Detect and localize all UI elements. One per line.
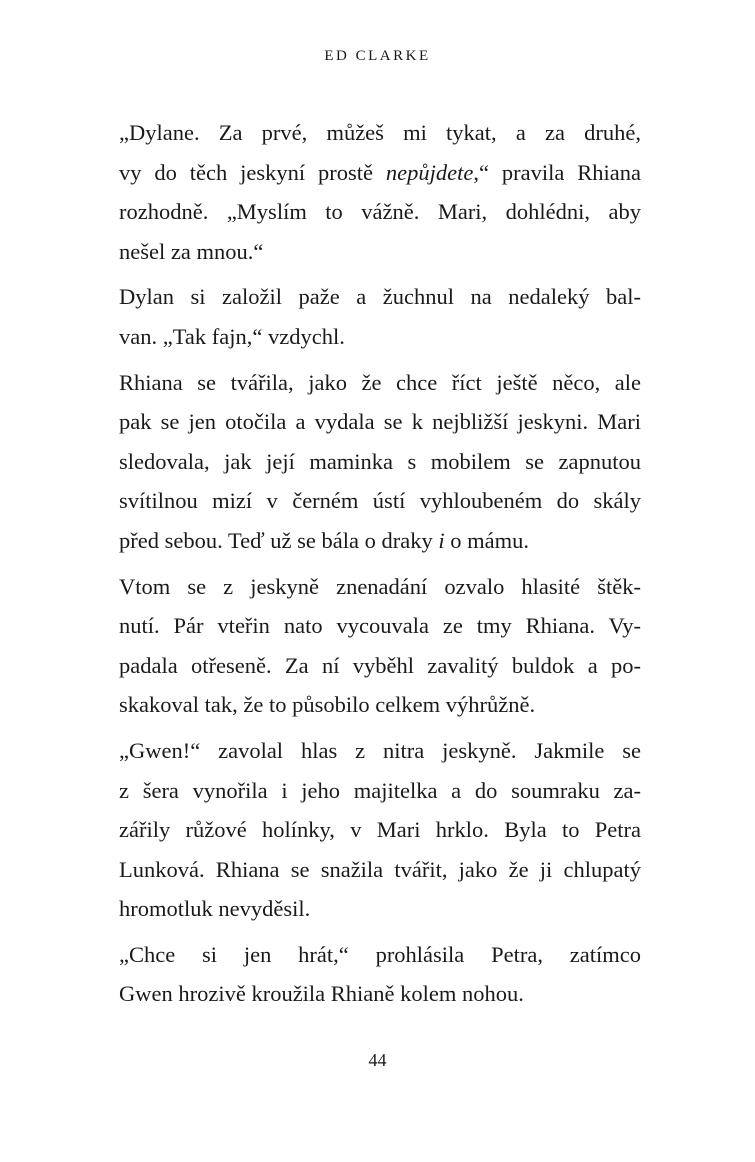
text-line: padala otřeseně. Za ní vyběhl zavalitý buldok a po- xyxy=(119,652,641,678)
paragraph xyxy=(91,277,641,356)
text-line: hromotluk nevyděsil. xyxy=(119,896,311,922)
paragraph xyxy=(91,935,641,1014)
text-line: z šera vynořila i jeho majitelka a do soumraku za- xyxy=(119,777,641,803)
text-line: „Dylane. Za prvé, můžeš mi tykat, a za druhé, xyxy=(119,120,641,145)
text-line: pak se jen otočila a vydala se k nejbližší jeskyni. Mari xyxy=(119,409,641,435)
paragraph xyxy=(91,731,641,929)
paragraph xyxy=(91,363,641,561)
running-head-author: ED CLARKE xyxy=(324,48,431,64)
text-line: Dylan si založil paže a žuchnul na nedaleký bal- xyxy=(119,284,641,310)
text-line: zářily růžové holínky, v Mari hrklo. Byla to Petra xyxy=(119,817,641,843)
text-line: Rhiana se tvářila, jako že chce říct ještě něco, ale xyxy=(119,369,641,395)
text-line: sledovala, jak její maminka s mobilem se zapnutou xyxy=(119,448,641,474)
text-line: „Chce si jen hrát,“ prohlásila Petra, zatímco xyxy=(119,941,641,967)
text-line: vy do těch jeskyní prostě nepůjdete,“ pravila Rhiana xyxy=(119,159,641,185)
text-line: Gwen hrozivě kroužila Rhianě kolem nohou. xyxy=(119,981,524,1007)
text-line: rozhodně. „Myslím to vážně. Mari, dohlédni, aby xyxy=(119,199,641,225)
text-line: před sebou. Teď už se bála o draky i o mámu. xyxy=(119,527,529,553)
text-line: Lunková. Rhiana se snažila tvářit, jako že ji chlupatý xyxy=(119,856,641,882)
text-line: svítilnou mizí v černém ústí vyhloubeném do skály xyxy=(119,488,641,514)
paragraph xyxy=(91,113,641,271)
text-line: skakoval tak, že to působilo celkem výhrůžně. xyxy=(119,692,536,718)
text-line: van. „Tak fajn,“ vzdychl. xyxy=(119,323,345,349)
body-text xyxy=(91,113,641,1020)
text-line: Vtom se z jeskyně znenadání ozvalo hlasité štěk- xyxy=(119,573,641,599)
page-number: 44 xyxy=(368,1050,387,1070)
text-line: nutí. Pár vteřin nato vycouvala ze tmy Rhiana. Vy- xyxy=(119,613,641,639)
text-line: nešel za mnou.“ xyxy=(119,238,264,264)
text-line: „Gwen!“ zavolal hlas z nitra jeskyně. Jakmile se xyxy=(119,737,641,763)
paragraph xyxy=(91,567,641,725)
